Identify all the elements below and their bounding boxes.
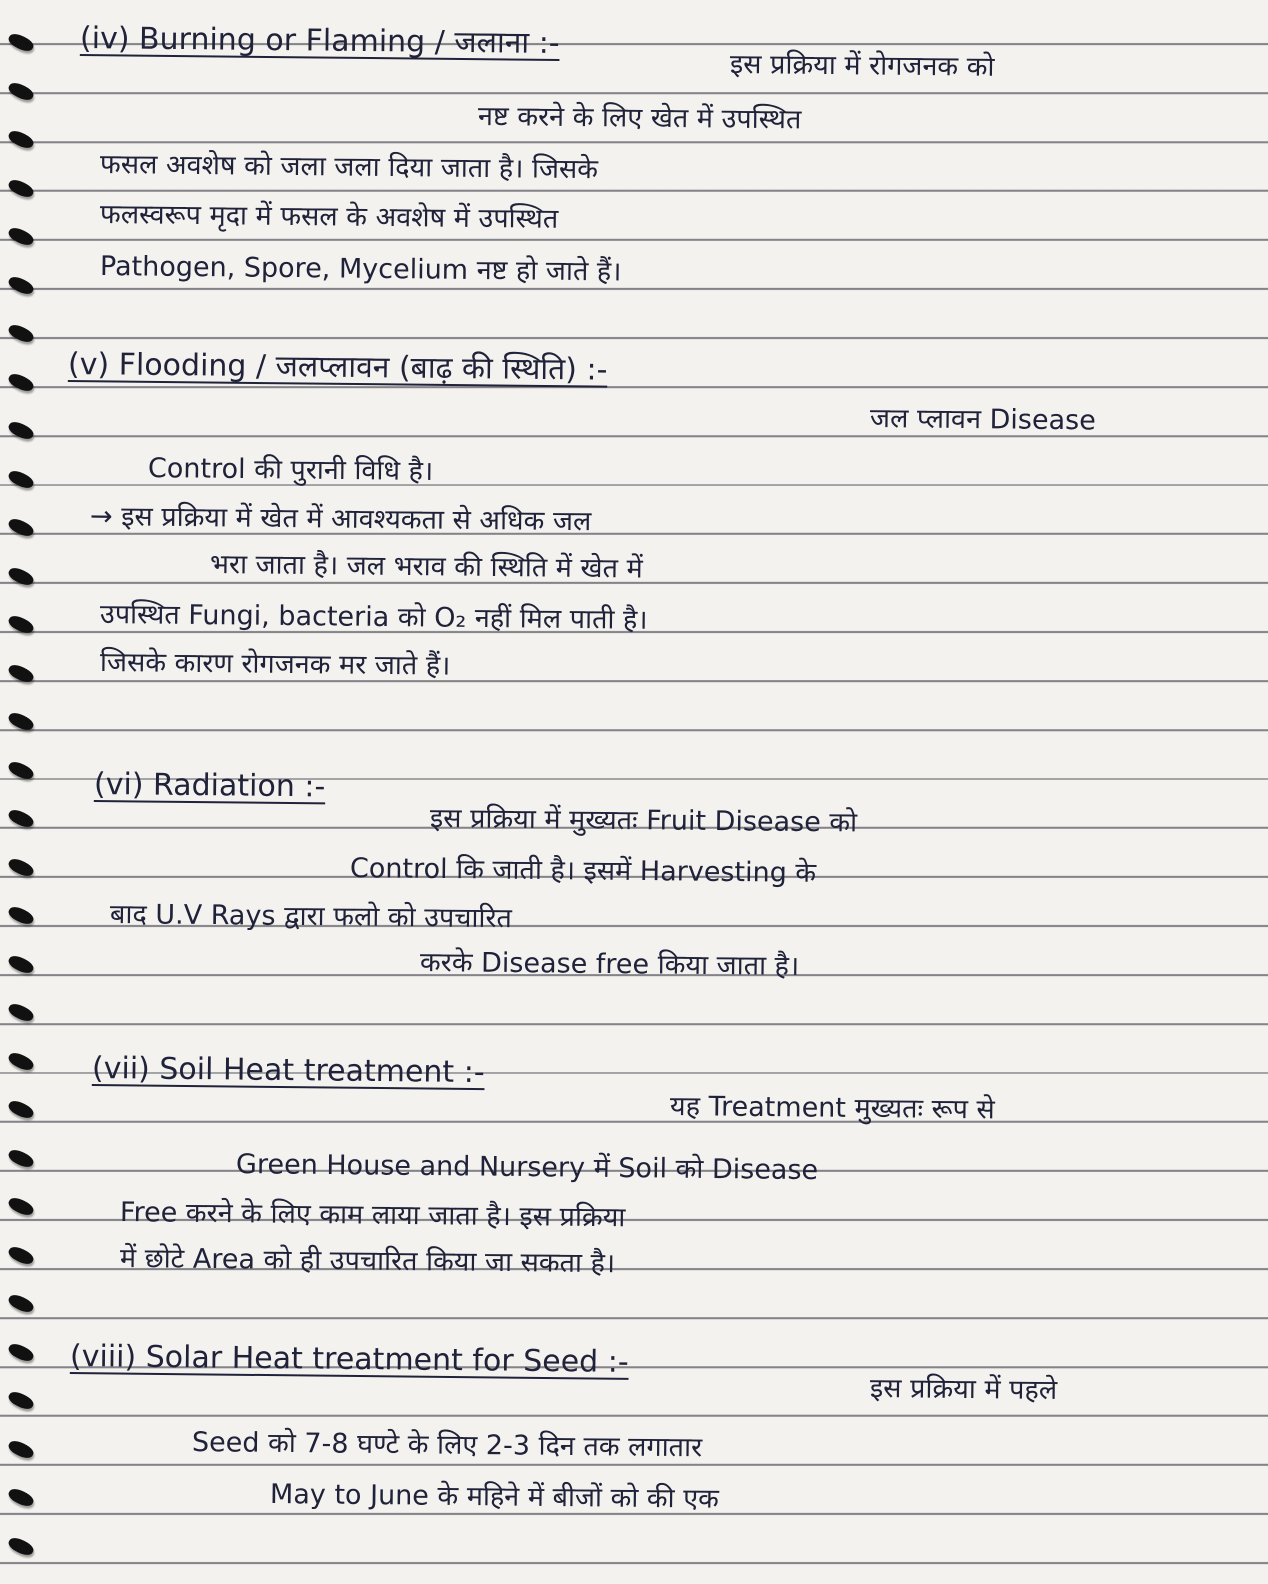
text-line: नष्ट करने के लिए खेत में उपस्थित	[477, 101, 802, 136]
binding-hole	[6, 225, 35, 249]
binding-hole	[6, 467, 35, 491]
binding-hole	[6, 661, 35, 685]
section-heading: (viii) Solar Heat treatment for Seed :-	[69, 1339, 629, 1380]
section-heading: (vi) Radiation :-	[93, 767, 326, 805]
binding-hole	[6, 1243, 35, 1267]
binding-hole	[6, 564, 35, 588]
binding-hole	[6, 1437, 35, 1461]
text-line: इस प्रक्रिया में मुख्यतः Fruit Disease को	[429, 803, 858, 839]
text-line: Control कि जाती है। इसमें Harvesting के	[349, 853, 817, 889]
section-heading: (v) Flooding / जलप्लावन (बाढ़ की स्थिति) :-	[67, 347, 608, 388]
text-line: में छोटे Area को ही उपचारित किया जा सकता है।	[119, 1243, 616, 1280]
text-line: जिसके कारण रोगजनक मर जाते हैं।	[99, 647, 451, 682]
text-line: इस प्रक्रिया में पहले	[869, 1373, 1058, 1406]
binding-hole	[6, 1195, 35, 1219]
binding-hole	[6, 710, 35, 734]
binding-hole	[6, 613, 35, 637]
text-line: यह Treatment मुख्यतः रूप से	[669, 1091, 995, 1126]
binding-hole	[6, 952, 35, 976]
binding-hole	[6, 176, 35, 200]
text-line: उपस्थित Fungi, bacteria को O₂ नहीं मिल पाती है।	[99, 599, 648, 636]
binding-hole	[6, 855, 35, 879]
binding-hole	[6, 904, 35, 928]
text-line: Free करने के लिए काम लाया जाता है। इस प्रक्रिया	[119, 1197, 626, 1234]
binding-hole	[6, 128, 35, 152]
section-heading: (iv) Burning or Flaming / जलाना :-	[79, 21, 560, 62]
text-line: फलस्वरूप मृदा में फसल के अवशेष में उपस्थित	[99, 199, 559, 235]
spiral-binding	[0, 0, 60, 1584]
text-line: बाद U.V Rays द्वारा फलो को उपचारित	[109, 899, 513, 935]
binding-hole	[6, 516, 35, 540]
binding-hole	[6, 1340, 35, 1364]
text-line: Control की पुरानी विधि है।	[147, 453, 434, 487]
binding-hole	[6, 31, 35, 55]
text-line: फसल अवशेष को जला जला दिया जाता है। जिसके	[99, 149, 599, 186]
binding-hole	[6, 1292, 35, 1316]
binding-hole	[6, 1486, 35, 1510]
binding-hole	[6, 807, 35, 831]
binding-hole	[6, 1049, 35, 1073]
binding-hole	[6, 1389, 35, 1413]
text-line: जल प्लावन Disease	[869, 403, 1096, 437]
text-line: इस प्रक्रिया में रोगजनक को	[729, 49, 995, 83]
binding-hole	[6, 273, 35, 297]
text-line: Seed को 7-8 घण्टे के लिए 2-3 दिन तक लगातार	[191, 1427, 703, 1464]
text-line: भरा जाता है। जल भराव की स्थिति में खेत में	[209, 549, 643, 585]
binding-hole	[6, 1001, 35, 1025]
section-heading: (vii) Soil Heat treatment :-	[91, 1051, 485, 1091]
text-line: → इस प्रक्रिया में खेत में आवश्यकता से अधिक जल	[89, 501, 592, 538]
binding-hole	[6, 1534, 35, 1558]
text-line: Pathogen, Spore, Mycelium नष्ट हो जाते हैं।	[99, 251, 622, 288]
binding-hole	[6, 1146, 35, 1170]
text-line: Green House and Nursery में Soil को Disease	[235, 1149, 819, 1187]
binding-hole	[6, 322, 35, 346]
binding-hole	[6, 79, 35, 103]
binding-hole	[6, 370, 35, 394]
binding-hole	[6, 1098, 35, 1122]
binding-hole	[6, 419, 35, 443]
text-line: May to June के महिने में बीजों को की एक	[269, 1479, 720, 1515]
binding-hole	[6, 758, 35, 782]
text-line: करके Disease free किया जाता है।	[419, 947, 800, 982]
